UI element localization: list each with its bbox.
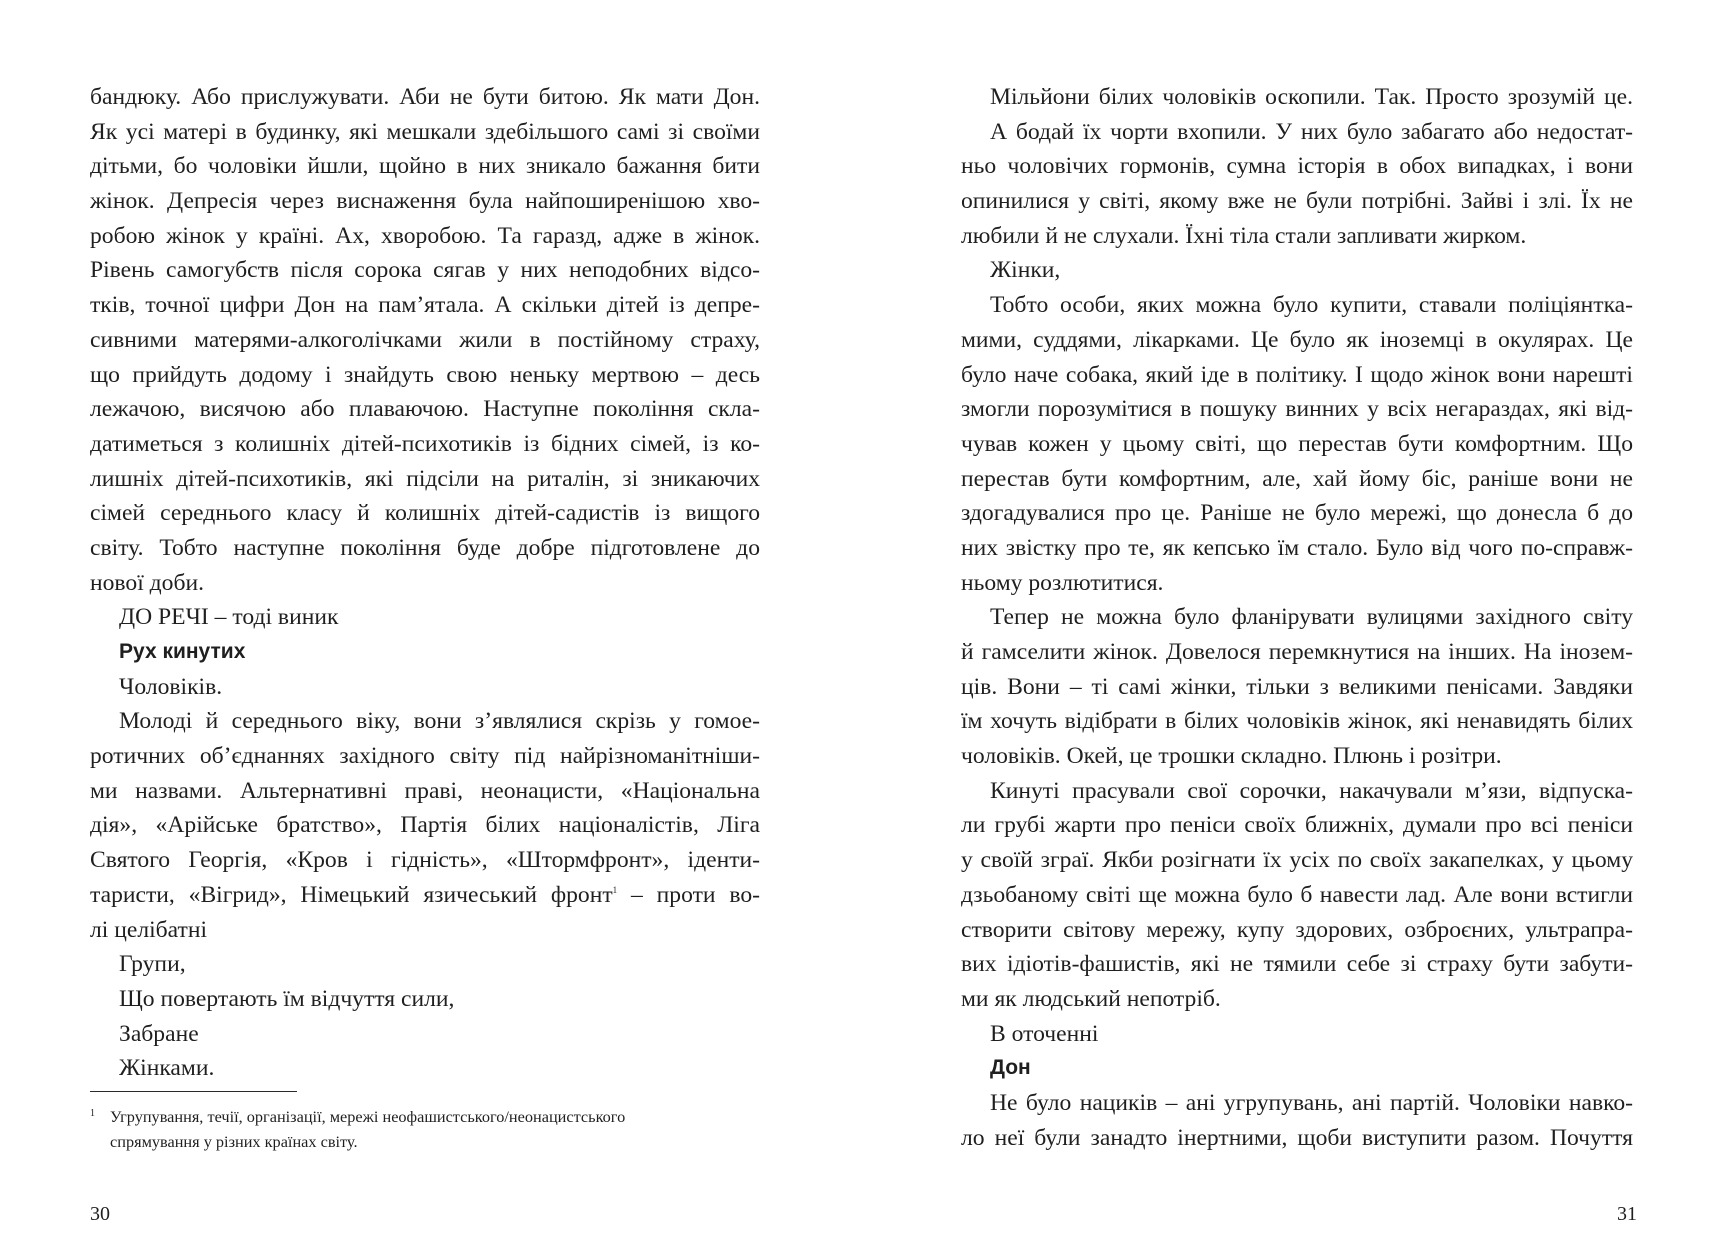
right-page-text [961,80,1633,1155]
text-line: створити світову мережу, купу здорових, озброєних, ультрапра- [961,916,1633,943]
text-line: тків, точної цифри Дон на пам’ятала. А скільки дітей із депре- [90,292,760,319]
text-line: вих ідіотів-фашистів, які не тямили себе зі страху бути забути- [961,951,1633,978]
left-page [0,0,856,1258]
text-line: них звістку про те, як кепсько їм стало. Було від чого по-справж- [961,534,1633,561]
right-page [856,0,1713,1258]
text-line: чував кожен у цьому світі, що перестав бути комфортним. Що [961,430,1633,457]
text-line: лежачою, висячою або плаваючою. Наступне покоління скла- [90,396,760,423]
text-line: любили й не слухали. Їхні тіла стали запливати жирком. [961,222,1527,249]
text-line: ДО РЕЧІ – тоді виник [119,604,339,631]
text-line: перестав бути комфортним, але, хай йому біс, раніше вони не [961,465,1633,492]
text-line: Забране [119,1020,199,1047]
text-line: дія», «Арійське братство», Партія білих націоналістів, Ліга [90,812,760,839]
text-line: Жінками. [119,1055,215,1082]
text-line: Тобто особи, яких можна було купити, ставали поліціянтка- [990,292,1633,319]
footnote-marker: 1 [612,884,618,895]
text-line: їм хочуть відібрати в білих чоловіків жінок, які ненавидять білих [961,708,1633,735]
text-line: Молоді й середнього віку, вони з’являлися скрізь у гомое- [119,708,760,735]
text-line: нової доби. [90,569,204,596]
text-line: Мільйони білих чоловіків оскопили. Так. Просто зрозумій це. [990,84,1633,110]
text-line: Чоловіків. [119,673,223,700]
text-line: Святого Георгія, «Кров і гідність», «Штормфронт», іденти- [90,847,760,874]
text-line: було наче собака, який іде в політику. І щодо жінок вони нарешті [961,361,1633,388]
text-line: Не було нациків – ані угрупувань, ані партій. Чоловіки навко- [990,1089,1633,1116]
text-line: бандюку. Або прислужувати. Аби не бути битою. Як мати Дон. [90,84,760,110]
text-line: Жінки, [990,257,1061,284]
page-number: 30 [90,1203,110,1225]
text-line: Групи, [119,951,186,978]
text-line: Тепер не можна було фланірувати вулицями західного світу [990,604,1633,631]
text-line: А бодай їх чорти вхопили. У них було забагато або недостат- [990,118,1633,145]
text-line: що прийдуть додому і знайдуть свою неньку мертвою – десь [90,361,760,388]
footnote-line: Угрупування, течії, організації, мережі неофашистського/неонацистського [110,1107,626,1126]
text-line: датиметься з колишніх дітей-психотиків із бідних сімей, із ко- [90,430,760,457]
text-line: сивними матерями-алкоголічками жили в постійному страху, [90,326,760,353]
section-heading: Рух кинутих [119,640,246,663]
text-line: змогли порозумітися в пошуку винних у всіх негараздах, які від- [961,396,1633,423]
text-line: опинилися у світі, якому вже не були потрібні. Зайві і злі. Їх не [961,188,1633,215]
text-line: ньо чоловічих гормонів, сумна історія в обох випадках, і вони [961,153,1633,180]
text-line: й гамселити жінок. Довелося перемкнутися на інших. На інозем- [961,639,1633,665]
text-fragment: – проти во- [631,881,760,908]
text-line: у своїй зграї. Якби розігнати їх усіх по своїх закапелках, у цьому [961,847,1633,874]
text-line: робою жінок у країні. Ах, хворобою. Та гаразд, адже в жінок. [90,222,760,249]
text-line: В оточенні [990,1020,1099,1047]
text-line: ло неї були занадто інертними, щоби виступити разом. Почуття [961,1124,1633,1151]
footnote-line: спрямування у різних країнах світу. [110,1132,358,1151]
text-line: Кинуті прасували свої сорочки, накачували м’язи, відпуска- [990,777,1633,804]
text-line: ми назвами. Альтернативні праві, неонацисти, «Національна [90,777,760,804]
text-line: ців. Вони – ті самі жінки, тільки з великими пенісами. Завдяки [961,673,1633,700]
text-line [90,878,760,913]
text-line: дзьобаному світі ще можна було б навести лад. Але вони встигли [961,881,1633,908]
text-line: ми як людський непотріб. [961,985,1221,1012]
text-line: Як усі матері в будинку, які мешкали здебільшого самі зі своїми [90,118,760,145]
page-number: 31 [1617,1203,1637,1225]
text-line: дітьми, бо чоловіки йшли, щойно в них зникало бажання бити [90,153,760,180]
text-fragment: таристи, «Вігрид», Німецький язичеський фронт [90,881,613,908]
text-line: мими, суддями, лікарками. Це було як іноземці в окулярах. Це [961,326,1633,353]
section-heading: Дон [990,1056,1031,1080]
text-line: лишніх дітей-психотиків, які підсіли на риталін, зі зникаючих [90,465,760,492]
footnote [90,1104,760,1154]
text-line: світу. Тобто наступне покоління буде добре підготовлене до [90,534,760,561]
left-page-text [90,80,760,1086]
footnote-separator [90,1091,297,1092]
text-line: ротичних об’єднаннях західного світу під найрізноманітніши- [90,743,760,770]
text-line: сімей середнього класу й колишніх дітей-садистів із вищого [90,500,760,527]
text-line: ньому розлютитися. [961,569,1164,596]
text-line: здогадувалися про це. Раніше не було мережі, що донесла б до [961,500,1633,527]
text-line: чоловіків. Окей, це трошки складно. Плюнь і розітри. [961,743,1502,770]
text-line: Що повертають їм відчуття сили, [119,985,455,1012]
text-line: ли грубі жарти про пеніси своїх ближніх, думали про всі пеніси [961,812,1633,839]
text-line: лі целібатні [90,916,208,943]
text-line: жінок. Депресія через виснаження була найпоширенішою хво- [90,188,760,215]
text-line: Рівень самогубств після сорока сягав у них неподобних відсо- [90,257,760,284]
footnote-number: 1 [90,1108,95,1119]
